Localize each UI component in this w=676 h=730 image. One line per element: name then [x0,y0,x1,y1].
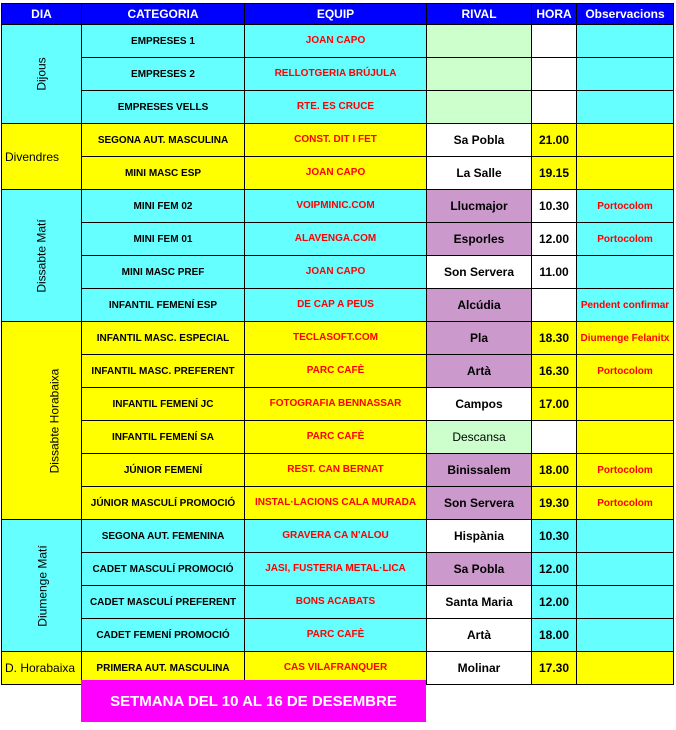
equip-cell: PARC CAFÈ [245,421,427,454]
rival-cell: Artà [427,355,532,388]
hora-cell: 12.00 [532,553,577,586]
hora-cell: 16.30 [532,355,577,388]
hora-cell [532,58,577,91]
categoria-cell: MINI MASC PREF [82,256,245,289]
table-row [2,91,674,124]
rival-cell: Artà [427,619,532,652]
header-row [2,4,674,25]
observacions-cell: Portocolom [577,190,674,223]
categoria-cell: CADET MASCULÍ PREFERENT [82,586,245,619]
equip-cell: INSTAL·LACIONS CALA MURADA [245,487,427,520]
observacions-cell: Diumenge Felanitx [577,322,674,355]
equip-cell: ALAVENGA.COM [245,223,427,256]
observacions-cell [577,652,674,685]
observacions-cell [577,58,674,91]
observacions-cell [577,586,674,619]
equip-cell: JOAN CAPO [245,25,427,58]
rival-cell: Alcúdia [427,289,532,322]
categoria-cell: INFANTIL FEMENÍ SA [82,421,245,454]
categoria-cell: INFANTIL FEMENÍ ESP [82,289,245,322]
table-row [2,421,674,454]
hora-cell: 10.30 [532,190,577,223]
observacions-cell [577,124,674,157]
table-row [2,124,674,157]
categoria-cell: EMPRESES 2 [82,58,245,91]
equip-cell: JOAN CAPO [245,256,427,289]
hora-cell: 19.30 [532,487,577,520]
categoria-cell: INFANTIL FEMENÍ JC [82,388,245,421]
day-label: Dissabte Matí [34,218,49,293]
observacions-cell [577,25,674,58]
rival-cell: Santa Maria [427,586,532,619]
hora-cell: 18.30 [532,322,577,355]
rival-cell [427,25,532,58]
rival-cell [427,91,532,124]
rival-cell: Descansa [427,421,532,454]
table-row [2,619,674,652]
rival-cell: Molinar [427,652,532,685]
categoria-cell: CADET FEMENÍ PROMOCIÓ [82,619,245,652]
categoria-cell: EMPRESES VELLS [82,91,245,124]
table-row [2,520,674,553]
categoria-cell: CADET MASCULÍ PROMOCIÓ [82,553,245,586]
equip-cell: VOIPMINIC.COM [245,190,427,223]
hora-cell: 12.00 [532,223,577,256]
equip-cell: RELLOTGERIA BRÚJULA [245,58,427,91]
table-row [2,355,674,388]
day-label: Divendres [5,149,60,164]
day-cell [2,190,82,322]
hora-cell: 18.00 [532,619,577,652]
hora-cell: 21.00 [532,124,577,157]
observacions-cell [577,388,674,421]
schedule-body [2,25,674,685]
equip-cell: CAS VILAFRANQUER [245,652,427,685]
table-row [2,58,674,91]
rival-cell: Binissalem [427,454,532,487]
table-row [2,487,674,520]
header-hora: HORA [532,4,577,25]
equip-cell: TECLASOFT.COM [245,322,427,355]
categoria-cell: INFANTIL MASC. PREFERENT [82,355,245,388]
equip-cell: FOTOGRAFIA BENNASSAR [245,388,427,421]
day-label: D. Horabaixa [5,661,76,675]
equip-cell: CONST. DIT I FET [245,124,427,157]
observacions-cell: Portocolom [577,223,674,256]
table-row [2,454,674,487]
hora-cell [532,91,577,124]
hora-cell: 17.00 [532,388,577,421]
day-cell [2,124,82,190]
observacions-cell [577,553,674,586]
categoria-cell: JÚNIOR MASCULÍ PROMOCIÓ [82,487,245,520]
equip-cell: BONS ACABATS [245,586,427,619]
observacions-cell [577,256,674,289]
hora-cell: 10.30 [532,520,577,553]
categoria-cell: PRIMERA AUT. MASCULINA [82,652,245,685]
hora-cell: 12.00 [532,586,577,619]
observacions-cell [577,619,674,652]
categoria-cell: JÚNIOR FEMENÍ [82,454,245,487]
observacions-cell: Portocolom [577,454,674,487]
day-cell [2,25,82,124]
week-banner: SETMANA DEL 10 AL 16 DE DESEMBRE [81,680,426,722]
rival-cell: Son Servera [427,256,532,289]
equip-cell: DE CAP A PEUS [245,289,427,322]
table-row [2,157,674,190]
equip-cell: JASI, FUSTERIA METAL·LICA [245,553,427,586]
header-categoria: CATEGORIA [82,4,245,25]
day-label: Dissabte Horabaixa [47,368,62,473]
categoria-cell: SEGONA AUT. MASCULINA [82,124,245,157]
table-row [2,190,674,223]
categoria-cell: EMPRESES 1 [82,25,245,58]
rival-cell [427,58,532,91]
equip-cell: PARC CAFÈ [245,355,427,388]
observacions-cell [577,421,674,454]
equip-cell: RTE. ES CRUCE [245,91,427,124]
categoria-cell: MINI FEM 01 [82,223,245,256]
observacions-cell: Portocolom [577,487,674,520]
hora-cell: 17.30 [532,652,577,685]
header-equip: EQUIP [245,4,427,25]
observacions-cell: Portocolom [577,355,674,388]
hora-cell [532,25,577,58]
rival-cell: Esporles [427,223,532,256]
table-row [2,586,674,619]
rival-cell: Hispània [427,520,532,553]
rival-cell: Campos [427,388,532,421]
day-cell [2,652,82,685]
day-cell [2,322,82,520]
table-row [2,223,674,256]
equip-cell: GRAVERA CA N'ALOU [245,520,427,553]
observacions-cell [577,157,674,190]
day-label: Dijous [34,57,49,91]
rival-cell: Son Servera [427,487,532,520]
equip-cell: JOAN CAPO [245,157,427,190]
header-rival: RIVAL [427,4,532,25]
categoria-cell: INFANTIL MASC. ESPECIAL [82,322,245,355]
day-cell [2,520,82,652]
categoria-cell: SEGONA AUT. FEMENINA [82,520,245,553]
header-dia: DIA [2,4,82,25]
rival-cell: Pla [427,322,532,355]
table-row [2,388,674,421]
rival-cell: La Salle [427,157,532,190]
hora-cell: 18.00 [532,454,577,487]
rival-cell: Sa Pobla [427,124,532,157]
rival-cell: Sa Pobla [427,553,532,586]
rival-cell: Llucmajor [427,190,532,223]
categoria-cell: MINI FEM 02 [82,190,245,223]
equip-cell: REST. CAN BERNAT [245,454,427,487]
table-row [2,256,674,289]
day-label: Diumenge Matí [35,544,50,627]
schedule-table [1,3,674,685]
table-row [2,322,674,355]
observacions-cell [577,91,674,124]
categoria-cell: MINI MASC ESP [82,157,245,190]
observacions-cell [577,520,674,553]
table-row [2,289,674,322]
equip-cell: PARC CAFÈ [245,619,427,652]
hora-cell [532,421,577,454]
hora-cell: 19.15 [532,157,577,190]
hora-cell [532,289,577,322]
hora-cell: 11.00 [532,256,577,289]
observacions-cell: Pendent confirmar [577,289,674,322]
table-row [2,25,674,58]
header-observacions: Observacions [577,4,674,25]
table-row [2,553,674,586]
